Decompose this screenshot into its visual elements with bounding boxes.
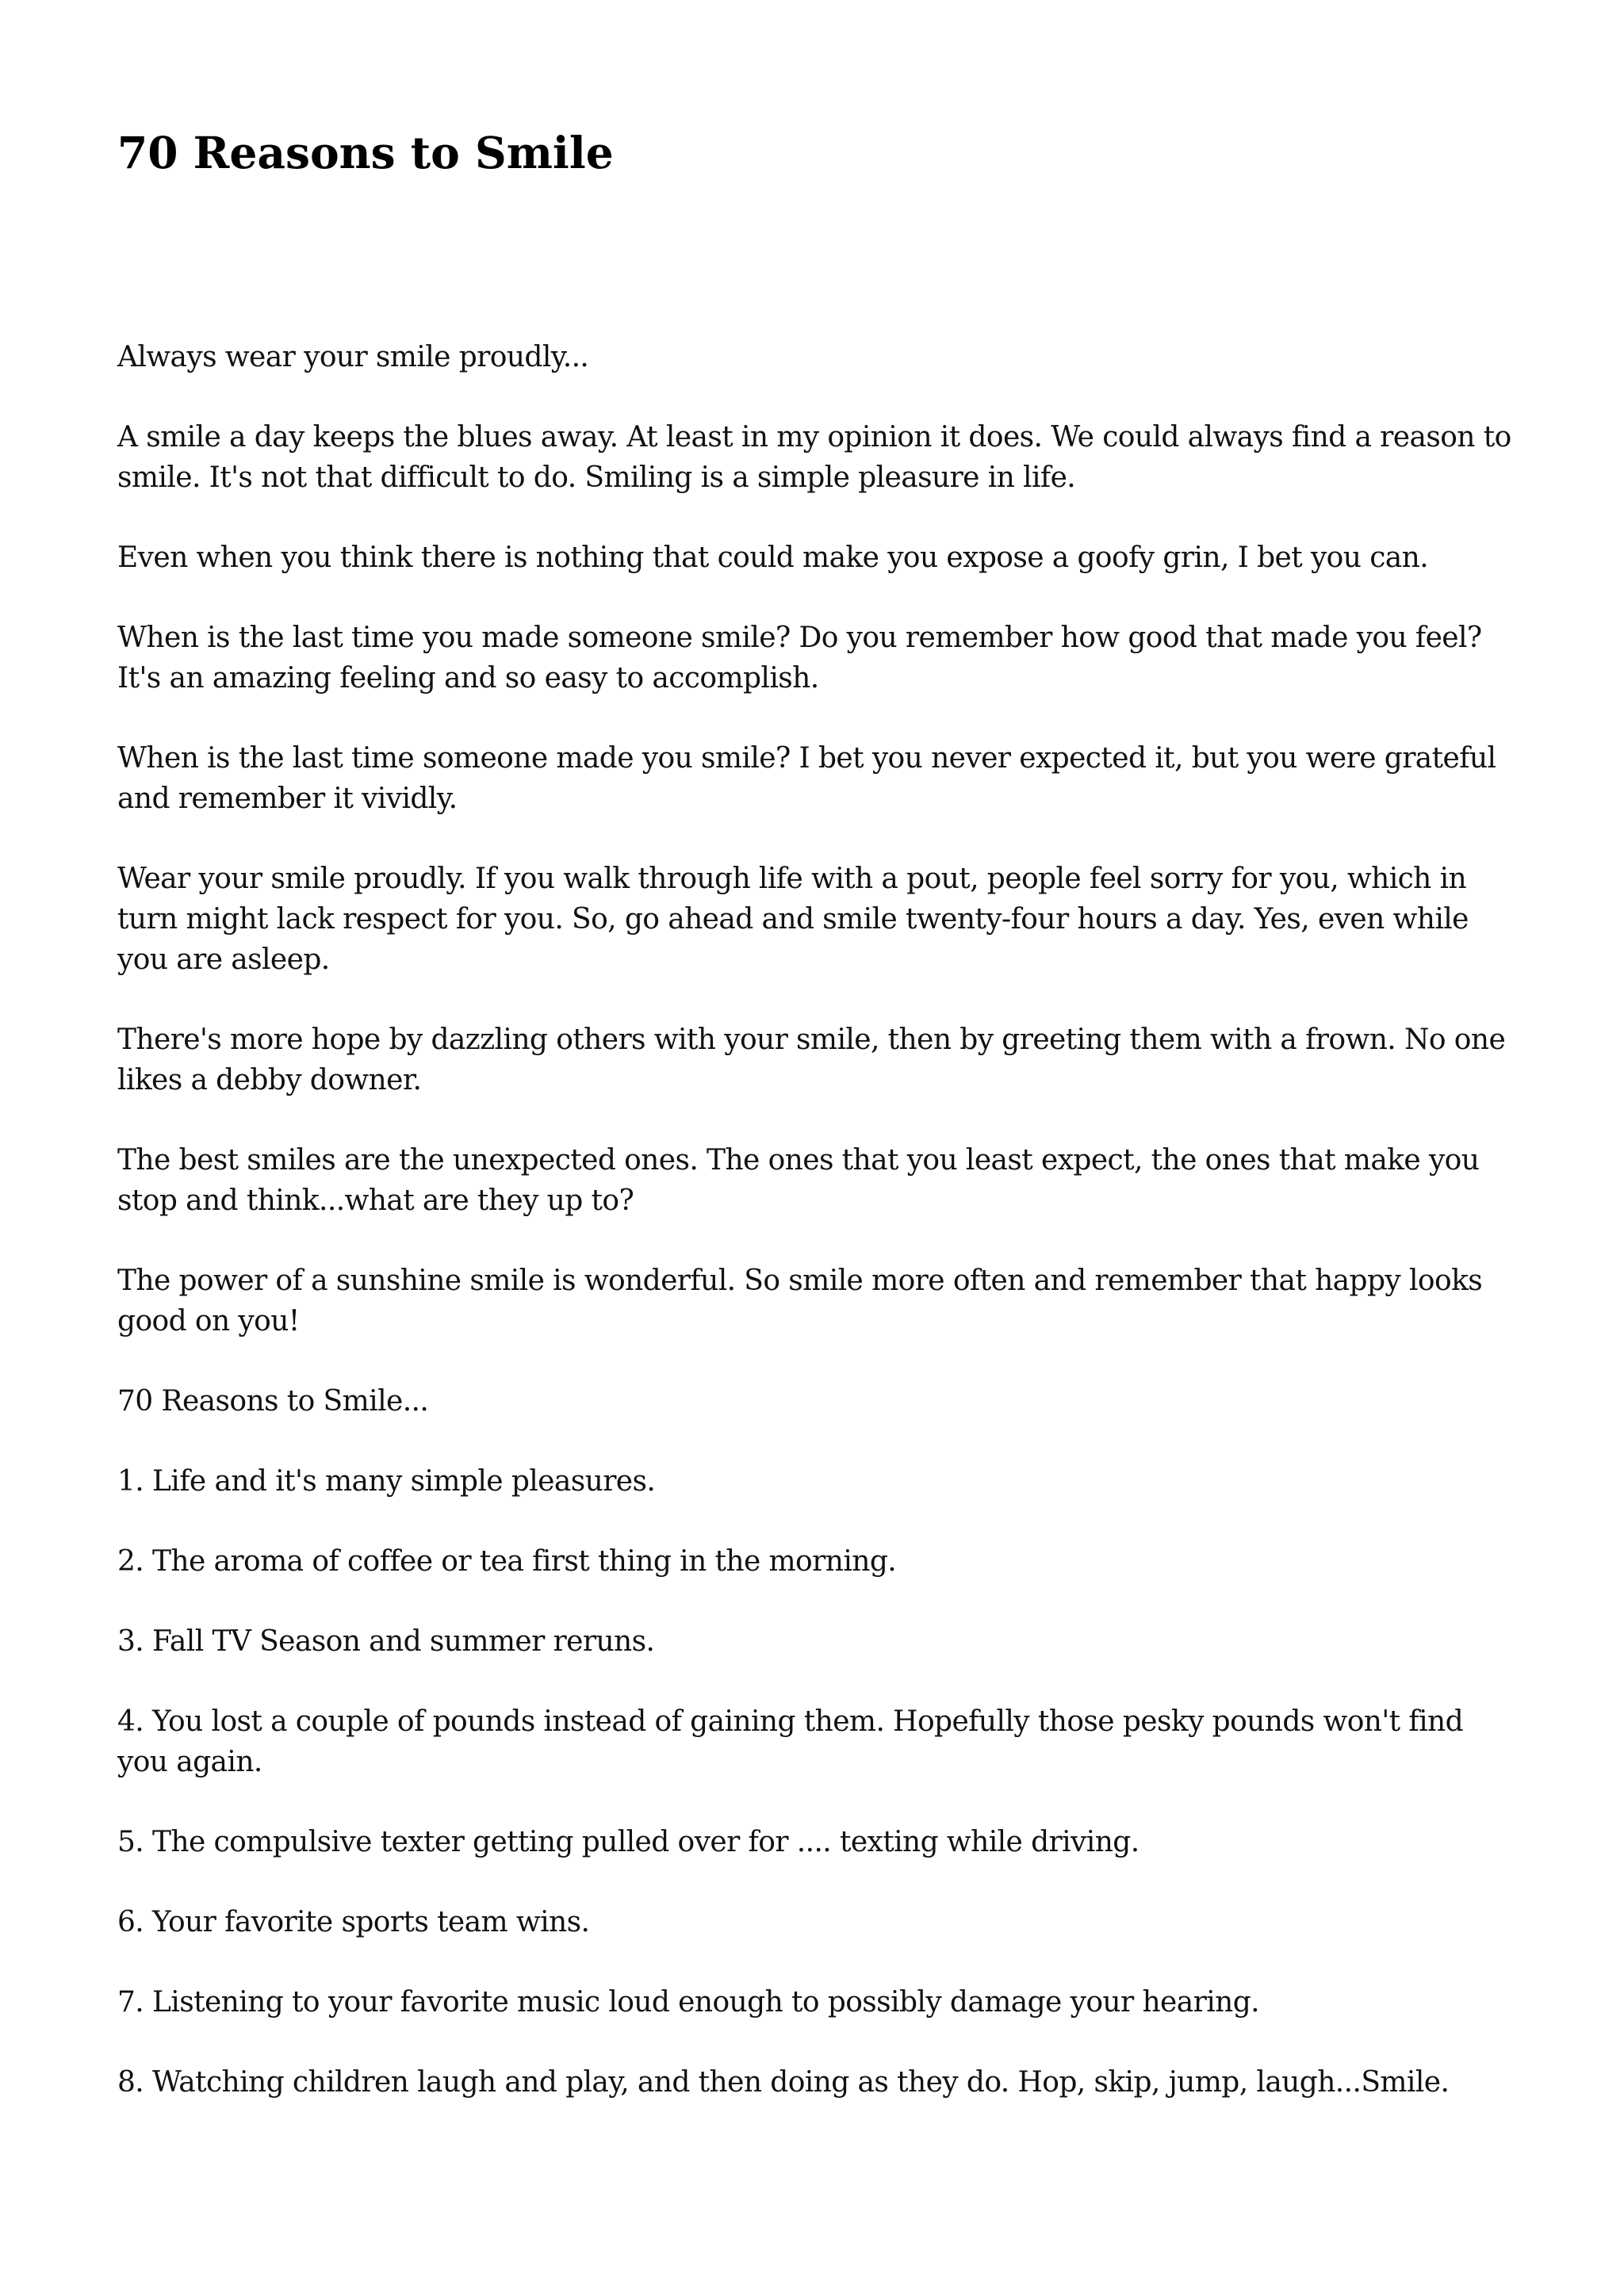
list-item: 8. Watching children laugh and play, and then doing as they do. Hop, skip, jump, laugh...Smile. [117, 2066, 1450, 2099]
intro-paragraph: When is the last time you made someone smile? Do you remember how good that made you feel? It's an amazing feeling and so easy to accomplish. [117, 622, 1482, 695]
page-title: 70 Reasons to Smile [117, 127, 614, 178]
intro-paragraph: There's more hope by dazzling others with your smile, then by greeting them with a frown. No one likes a debby downer. [117, 1024, 1506, 1096]
list-item: 2. The aroma of coffee or tea first thing in the morning. [117, 1545, 897, 1578]
intro-paragraph: Always wear your smile proudly... [117, 341, 589, 373]
list-item: 1. Life and it's many simple pleasures. [117, 1465, 656, 1498]
intro-paragraph: A smile a day keeps the blues away. At least in my opinion it does. We could always find a reason to smile. It's not that difficult to do. Smiling is a simple pleasure in life. [117, 421, 1511, 494]
article-body [117, 337, 1513, 2142]
intro-paragraph: The power of a sunshine smile is wonderful. So smile more often and remember that happy looks good on you! [117, 1265, 1483, 1337]
list-heading: 70 Reasons to Smile... [117, 1385, 429, 1418]
intro-paragraph: Even when you think there is nothing that could make you expose a goofy grin, I bet you can. [117, 541, 1429, 574]
intro-paragraph: When is the last time someone made you smile? I bet you never expected it, but you were grateful and remember it vividly. [117, 742, 1496, 815]
list-item: 7. Listening to your favorite music loud enough to possibly damage your hearing. [117, 1986, 1260, 2019]
intro-paragraph: The best smiles are the unexpected ones. The ones that you least expect, the ones that make you stop and think...what are they up to? [117, 1144, 1480, 1217]
list-item: 5. The compulsive texter getting pulled over for .... texting while driving. [117, 1826, 1139, 1858]
list-item: 6. Your favorite sports team wins. [117, 1906, 590, 1938]
intro-paragraph: Wear your smile proudly. If you walk through life with a pout, people feel sorry for you, which in turn might lack respect for you. So, go ahead and smile twenty-four hours a day. Yes, even while you are asleep. [117, 863, 1469, 976]
list-item: 4. You lost a couple of pounds instead of gaining them. Hopefully those pesky pounds won't find you again. [117, 1705, 1464, 1778]
list-item: 3. Fall TV Season and summer reruns. [117, 1625, 655, 1658]
